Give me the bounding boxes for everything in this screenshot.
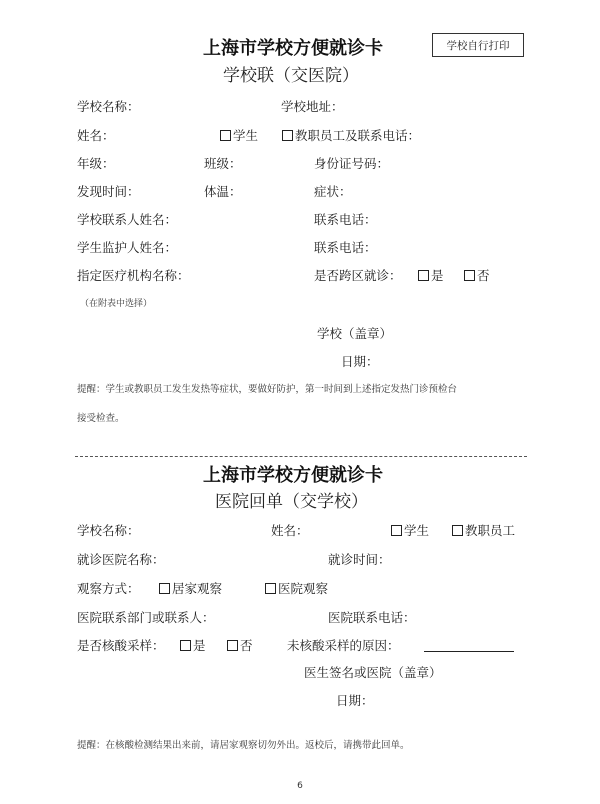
bottom-school-name-label: 学校名称： [77, 523, 140, 538]
checkbox-icon [418, 270, 429, 281]
top-id-number-label: 身份证号码： [314, 156, 390, 171]
bottom-hospital-observation-label: 医院观察 [278, 581, 329, 596]
top-designated-facility-label: 指定医疗机构名称： [77, 268, 190, 283]
top-staff-option-label: 教职员工及联系电话： [295, 128, 421, 143]
bottom-staff-option[interactable] [452, 525, 515, 538]
top-no-option-label: 否 [477, 268, 490, 283]
checkbox-icon [227, 640, 238, 651]
top-guardian-label: 学生监护人姓名： [77, 240, 178, 255]
top-school-contact-label: 学校联系人姓名： [77, 212, 178, 227]
top-grade-label: 年级： [77, 156, 115, 171]
print-stamp-box: 学校自行打印 [432, 33, 524, 57]
top-contact-phone-label-2: 联系电话： [314, 240, 377, 255]
checkbox-icon [265, 583, 276, 594]
top-cross-district-label: 是否跨区就诊： [314, 268, 402, 283]
top-yes-option-label: 是 [431, 268, 444, 283]
checkbox-icon [180, 640, 191, 651]
top-contact-phone-label-1: 联系电话： [314, 212, 377, 227]
cut-line-divider [75, 456, 527, 457]
top-student-option-label: 学生 [233, 128, 259, 143]
checkbox-icon [159, 583, 170, 594]
bottom-observation-mode-label: 观察方式： [77, 581, 140, 596]
checkbox-icon [391, 525, 402, 536]
bottom-student-option[interactable] [391, 525, 429, 538]
top-name-label: 姓名： [77, 128, 115, 143]
bottom-title: 上海市学校方便就诊卡 [203, 465, 383, 486]
top-yes-option[interactable] [418, 270, 444, 283]
bottom-hospital-dept-label: 医院联系部门或联系人： [77, 610, 215, 625]
bottom-no-option[interactable] [227, 640, 253, 653]
top-student-option[interactable] [220, 130, 258, 143]
top-select-note: （在附表中选择） [80, 299, 153, 309]
bottom-hospital-name-label: 就诊医院名称： [77, 552, 165, 567]
bottom-name-label: 姓名： [271, 523, 309, 538]
bottom-student-option-label: 学生 [404, 523, 430, 538]
top-class-label: 班级： [204, 156, 242, 171]
top-school-address-label: 学校地址： [281, 99, 344, 114]
top-date-label: 日期： [341, 354, 379, 369]
top-symptoms-label: 症状： [314, 184, 352, 199]
top-school-name-label: 学校名称： [77, 99, 140, 114]
top-onset-time-label: 发现时间： [77, 184, 140, 199]
checkbox-icon [452, 525, 463, 536]
checkbox-icon [220, 130, 231, 141]
bottom-yes-option[interactable] [180, 640, 206, 653]
top-temperature-label: 体温： [204, 184, 242, 199]
bottom-home-observation-option[interactable] [159, 583, 222, 596]
bottom-date-label: 日期： [336, 693, 374, 708]
bottom-home-observation-label: 居家观察 [172, 581, 223, 596]
top-no-option[interactable] [464, 270, 490, 283]
bottom-no-option-label: 否 [240, 638, 253, 653]
top-subtitle: 学校联（交医院） [223, 66, 359, 86]
top-reminder-line-2: 接受检查。 [77, 413, 125, 424]
bottom-yes-option-label: 是 [193, 638, 206, 653]
page-number: 6 [297, 781, 303, 791]
top-school-seal-label: 学校（盖章） [317, 326, 393, 341]
bottom-doctor-sign-label: 医生签名或医院（盖章） [304, 665, 442, 680]
top-reminder-line-1: 提醒：学生或教职员工发生发热等症状，要做好防护，第一时间到上述指定发热门诊预检台 [77, 384, 458, 395]
bottom-subtitle: 医院回单（交学校） [215, 492, 368, 512]
top-staff-option[interactable] [282, 130, 420, 143]
bottom-reminder: 提醒：在核酸检测结果出来前，请居家观察切勿外出。返校后，请携带此回单。 [77, 740, 410, 751]
top-title: 上海市学校方便就诊卡 [203, 38, 383, 59]
checkbox-icon [464, 270, 475, 281]
bottom-visit-time-label: 就诊时间： [328, 552, 391, 567]
bottom-swab-taken-label: 是否核酸采样： [77, 638, 165, 653]
bottom-hospital-phone-label: 医院联系电话： [328, 610, 416, 625]
no-swab-reason-blank-line[interactable] [424, 651, 514, 652]
checkbox-icon [282, 130, 293, 141]
bottom-no-swab-reason-label: 未核酸采样的原因： [287, 638, 400, 653]
bottom-hospital-observation-option[interactable] [265, 583, 328, 596]
bottom-staff-option-label: 教职员工 [465, 523, 516, 538]
